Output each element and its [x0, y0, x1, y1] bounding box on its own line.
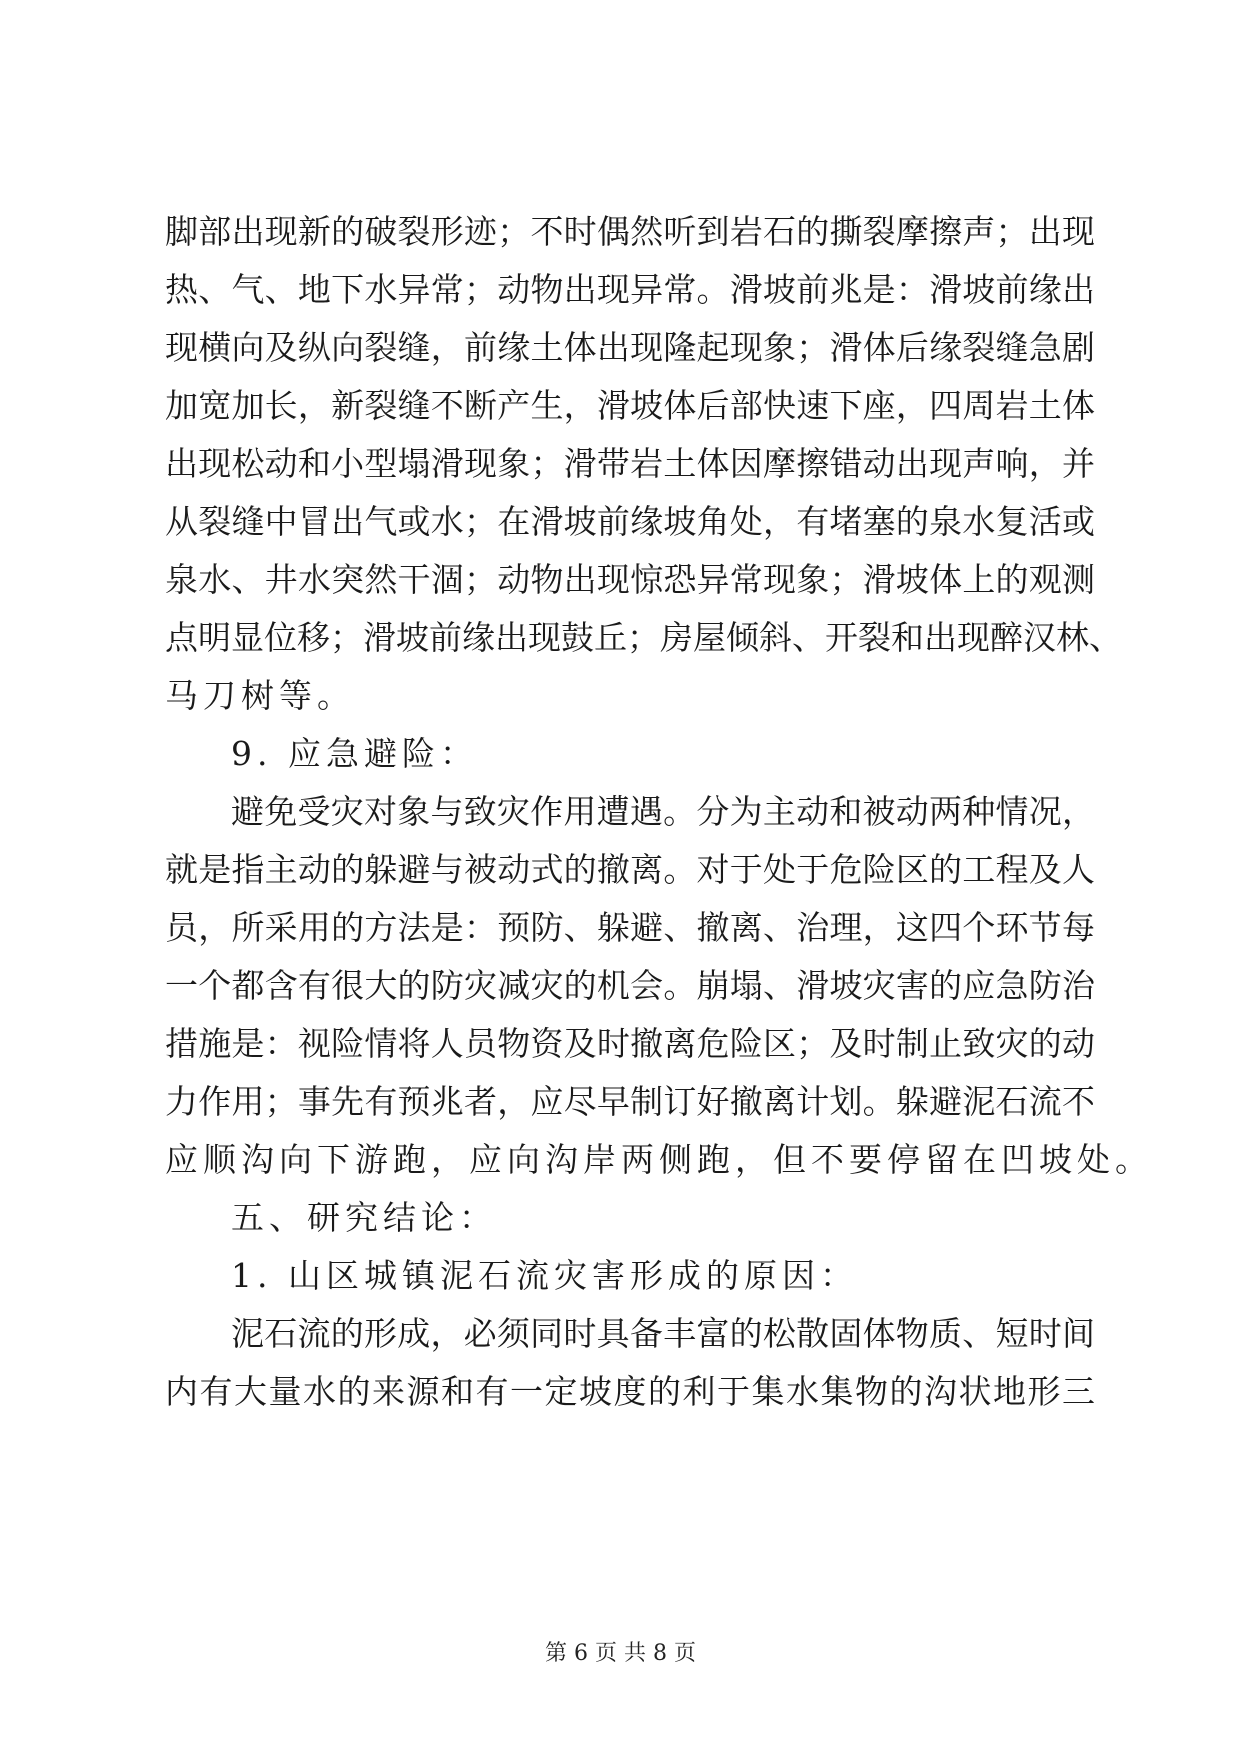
text-line: 加宽加长，新裂缝不断产生，滑坡体后部快速下座，四周岩土体: [165, 386, 1095, 425]
text-line: 热、气、地下水异常；动物出现异常。滑坡前兆是：滑坡前缘出: [165, 270, 1095, 309]
text-line: 泥石流的形成，必须同时具备丰富的松散固体物质、短时间: [231, 1314, 1095, 1353]
text-line: 从裂缝中冒出气或水；在滑坡前缘坡角处，有堵塞的泉水复活或: [165, 502, 1095, 541]
subsection-heading-causes: 1. 山区城镇泥石流灾害形成的原因：: [231, 1256, 858, 1295]
text-line: 一个都含有很大的防灾减灾的机会。崩塌、滑坡灾害的应急防治: [165, 966, 1095, 1005]
section-heading-conclusions: 五、研究结论：: [231, 1198, 497, 1237]
text-line: 措施是：视险情将人员物资及时撤离危险区；及时制止致灾的动: [165, 1024, 1095, 1063]
text-line: 力作用；事先有预兆者，应尽早制订好撤离计划。躲避泥石流不: [165, 1082, 1095, 1121]
page-number-footer: 第 6 页 共 8 页: [545, 1641, 696, 1666]
text-line: 出现松动和小型塌滑现象；滑带岩土体因摩擦错动出现声响，并: [165, 444, 1095, 483]
section-heading-emergency: 9. 应急避险：: [231, 734, 478, 773]
text-line: 员，所采用的方法是：预防、躲避、撤离、治理，这四个环节每: [165, 908, 1095, 947]
text-line: 应顺沟向下游跑，应向沟岸两侧跑，但不要停留在凹坡处。: [165, 1140, 1153, 1179]
text-line: 就是指主动的躲避与被动式的撤离。对于处于危险区的工程及人: [165, 850, 1095, 889]
text-line: 马刀树等。: [165, 676, 355, 715]
text-line: 现横向及纵向裂缝，前缘土体出现隆起现象；滑体后缘裂缝急剧: [165, 328, 1095, 367]
text-line: 内有大量水的来源和有一定坡度的利于集水集物的沟状地形三: [165, 1372, 1095, 1411]
text-line: 泉水、井水突然干涸；动物出现惊恐异常现象；滑坡体上的观测: [165, 560, 1095, 599]
text-line: 避免受灾对象与致灾作用遭遇。分为主动和被动两种情况，: [231, 792, 1095, 831]
text-line: 点明显位移；滑坡前缘出现鼓丘；房屋倾斜、开裂和出现醉汉林、: [165, 618, 1122, 657]
text-line: 脚部出现新的破裂形迹；不时偶然听到岩石的撕裂摩擦声；出现: [165, 212, 1095, 251]
